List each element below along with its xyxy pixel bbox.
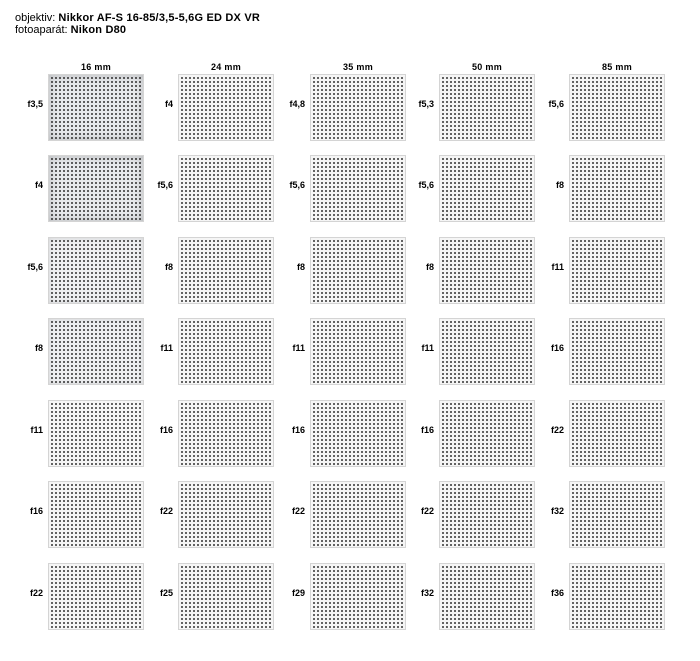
- aperture-label: f29: [291, 588, 305, 598]
- focal-length-header: 16 mm: [80, 62, 112, 72]
- test-chart-thumbnail: [48, 481, 144, 548]
- aperture-label: f22: [420, 506, 434, 516]
- aperture-label: f5,6: [157, 180, 173, 190]
- test-chart-thumbnail: [569, 237, 665, 304]
- test-chart-thumbnail: [310, 563, 406, 630]
- aperture-label: f22: [29, 588, 43, 598]
- aperture-label: f36: [550, 588, 564, 598]
- test-chart-thumbnail: [310, 400, 406, 467]
- aperture-label: f8: [555, 180, 564, 190]
- test-chart-thumbnail: [569, 155, 665, 222]
- aperture-label: f22: [159, 506, 173, 516]
- lens-value: Nikkor AF-S 16-85/3,5-5,6G ED DX VR: [58, 12, 261, 24]
- test-chart-thumbnail: [178, 318, 274, 385]
- aperture-label: f8: [164, 262, 173, 272]
- aperture-label: f5,6: [289, 180, 305, 190]
- test-chart-thumbnail: [48, 237, 144, 304]
- aperture-label: f4: [34, 180, 43, 190]
- test-chart-thumbnail: [48, 74, 144, 141]
- test-chart-thumbnail: [569, 74, 665, 141]
- test-chart-thumbnail: [569, 563, 665, 630]
- aperture-label: f5,3: [418, 99, 434, 109]
- test-chart-thumbnail: [439, 74, 535, 141]
- camera-value: Nikon D80: [70, 24, 127, 36]
- aperture-label: f25: [159, 588, 173, 598]
- test-chart-thumbnail: [178, 481, 274, 548]
- test-chart-thumbnail: [439, 400, 535, 467]
- test-chart-thumbnail: [569, 400, 665, 467]
- camera-label: fotoaparát:: [15, 24, 68, 36]
- aperture-label: f32: [550, 506, 564, 516]
- aperture-label: f16: [29, 506, 43, 516]
- aperture-label: f11: [30, 425, 43, 435]
- test-chart-thumbnail: [178, 237, 274, 304]
- test-chart-thumbnail: [48, 400, 144, 467]
- test-chart-thumbnail: [439, 318, 535, 385]
- aperture-label: f4: [164, 99, 173, 109]
- aperture-label: f8: [296, 262, 305, 272]
- test-chart-thumbnail: [569, 481, 665, 548]
- test-chart-thumbnail: [439, 563, 535, 630]
- aperture-label: f8: [34, 343, 43, 353]
- aperture-label: f8: [425, 262, 434, 272]
- aperture-label: f22: [291, 506, 305, 516]
- aperture-label: f11: [160, 343, 173, 353]
- aperture-label: f5,6: [27, 262, 43, 272]
- test-chart-thumbnail: [48, 155, 144, 222]
- aperture-label: f32: [420, 588, 434, 598]
- test-chart-thumbnail: [178, 400, 274, 467]
- focal-length-header: 50 mm: [471, 62, 503, 72]
- focal-length-header: 24 mm: [210, 62, 242, 72]
- aperture-label: f5,6: [548, 99, 564, 109]
- test-chart-thumbnail: [310, 481, 406, 548]
- aperture-label: f5,6: [418, 180, 434, 190]
- test-chart-thumbnail: [178, 155, 274, 222]
- aperture-label: f16: [159, 425, 173, 435]
- test-chart-thumbnail: [178, 563, 274, 630]
- test-chart-thumbnail: [439, 155, 535, 222]
- focal-length-header: 85 mm: [601, 62, 633, 72]
- test-chart-thumbnail: [178, 74, 274, 141]
- test-chart-thumbnail: [48, 318, 144, 385]
- test-chart-thumbnail: [310, 155, 406, 222]
- aperture-label: f3,5: [27, 99, 43, 109]
- aperture-label: f16: [550, 343, 564, 353]
- test-chart-thumbnail: [569, 318, 665, 385]
- lens-label: objektiv:: [15, 12, 56, 24]
- aperture-label: f11: [292, 343, 305, 353]
- test-chart-thumbnail: [310, 318, 406, 385]
- test-chart-thumbnail: [439, 237, 535, 304]
- aperture-label: f16: [291, 425, 305, 435]
- test-chart-thumbnail: [310, 74, 406, 141]
- aperture-label: f16: [420, 425, 434, 435]
- focal-length-header: 35 mm: [342, 62, 374, 72]
- test-chart-thumbnail: [310, 237, 406, 304]
- aperture-label: f4,8: [289, 99, 305, 109]
- test-chart-thumbnail: [439, 481, 535, 548]
- aperture-label: f11: [421, 343, 434, 353]
- aperture-label: f22: [550, 425, 564, 435]
- aperture-label: f11: [551, 262, 564, 272]
- test-chart-thumbnail: [48, 563, 144, 630]
